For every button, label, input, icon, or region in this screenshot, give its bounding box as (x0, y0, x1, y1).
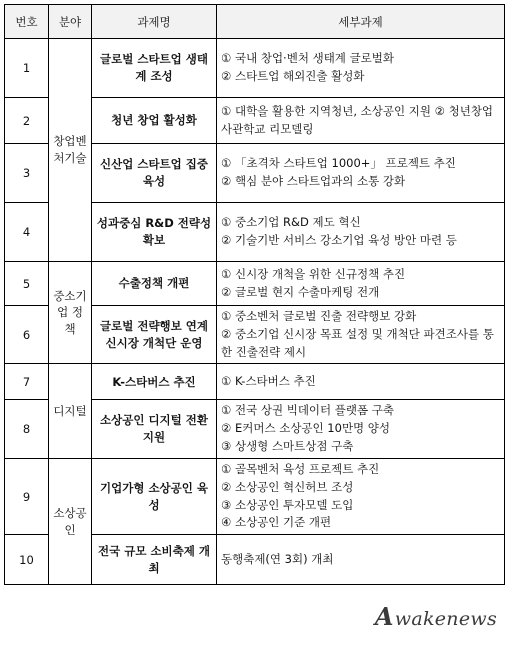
detail-item: ① 국내 창업·벤처 생태계 글로벌화 (221, 51, 395, 66)
task-name: 신산업 스타트업 집중 육성 (92, 144, 217, 203)
detail-item: ② 스타트업 해외진출 활성화 (221, 69, 365, 83)
detail-item: ① K-스타버스 추진 (221, 374, 316, 389)
task-name: 청년 창업 활성화 (92, 98, 217, 144)
task-name: 글로벌 전략행보 연계 신시장 개척단 운영 (92, 306, 217, 364)
detail-cell (217, 458, 505, 534)
row-number: 8 (5, 400, 49, 458)
detail-item: ① 대학을 활용한 지역청년, 소상공인 지원 ② 청년창업사관학교 리모델링 (221, 103, 494, 136)
row-number: 7 (5, 364, 49, 400)
row-number: 3 (5, 144, 49, 203)
detail-cell (217, 203, 505, 262)
row-number: 9 (5, 458, 49, 534)
detail-item: ② E커머스 소상공인 10만명 양성 (221, 421, 391, 436)
detail-item: ② 중소기업 신시장 목표 설정 및 개척단 파견조사를 통한 진출전략 제시 (221, 326, 494, 359)
task-name: K-스타버스 추진 (92, 364, 217, 400)
detail-cell (217, 306, 505, 364)
detail-item: ③ 상생형 스마트상점 구축 (221, 439, 354, 454)
detail-item: ② 기술기반 서비스 강소기업 육성 방안 마련 등 (221, 233, 457, 247)
row-number: 2 (5, 98, 49, 144)
row-number: 1 (5, 39, 49, 98)
watermark-mark: A (374, 602, 394, 631)
row-number: 6 (5, 306, 49, 364)
task-name: 전국 규모 소비축제 개최 (92, 535, 217, 585)
detail-cell (217, 262, 505, 306)
row-number: 5 (5, 262, 49, 306)
detail-item: ① 전국 상권 빅데이터 플랫폼 구축 (221, 403, 395, 418)
task-name: 수출정책 개편 (92, 262, 217, 306)
detail-item: ④ 소상공인 기준 개편 (221, 515, 332, 530)
row-number: 4 (5, 203, 49, 262)
task-name: 성과중심 R&D 전략성 확보 (92, 203, 217, 262)
row-number: 10 (5, 535, 49, 585)
field-cell: 창업벤처기술 (49, 39, 92, 262)
policy-table (4, 4, 505, 585)
header-task: 과제명 (92, 5, 217, 39)
watermark-logo (375, 602, 497, 631)
detail-item: ① 중소기업 R&D 제도 혁신 (221, 215, 361, 230)
detail-cell (217, 535, 505, 585)
detail-item: ③ 소상공인 투자모델 도입 (221, 497, 354, 512)
detail-item: ① 「초격차 스타트업 1000+」 프로젝트 추진 (221, 156, 456, 171)
detail-cell (217, 400, 505, 458)
header-field: 분야 (49, 5, 92, 39)
detail-item: ② 소상공인 혁신허브 조성 (221, 479, 354, 494)
table-row (5, 458, 505, 534)
field-cell: 중소기업 정책 (49, 262, 92, 364)
field-cell: 소상공인 (49, 458, 92, 584)
detail-item: ① 골목벤처 육성 프로젝트 추진 (221, 461, 380, 476)
task-name: 소상공인 디지털 전환 지원 (92, 400, 217, 458)
table-row (5, 262, 505, 306)
detail-cell (217, 144, 505, 203)
detail-item: ② 글로벌 현지 수출마케팅 전개 (221, 284, 380, 299)
detail-item: 동행축제(연 3회) 개최 (221, 551, 334, 566)
header-detail: 세부과제 (217, 5, 505, 39)
detail-item: ① 중소벤처 글로벌 진출 전략행보 강화 (221, 309, 417, 323)
detail-cell (217, 98, 505, 144)
watermark-text: wakenews (394, 608, 497, 630)
field-cell: 디지털 (49, 364, 92, 458)
detail-cell (217, 364, 505, 400)
table-row (5, 39, 505, 98)
table-row (5, 364, 505, 400)
detail-item: ① 신시장 개척을 위한 신규정책 추진 (221, 266, 406, 281)
task-name: 기업가형 소상공인 육성 (92, 458, 217, 534)
detail-cell (217, 39, 505, 98)
detail-item: ② 핵심 분야 스타트업과의 소통 강화 (221, 174, 406, 188)
header-row (5, 5, 505, 39)
header-number: 번호 (5, 5, 49, 39)
task-name: 글로벌 스타트업 생태계 조성 (92, 39, 217, 98)
